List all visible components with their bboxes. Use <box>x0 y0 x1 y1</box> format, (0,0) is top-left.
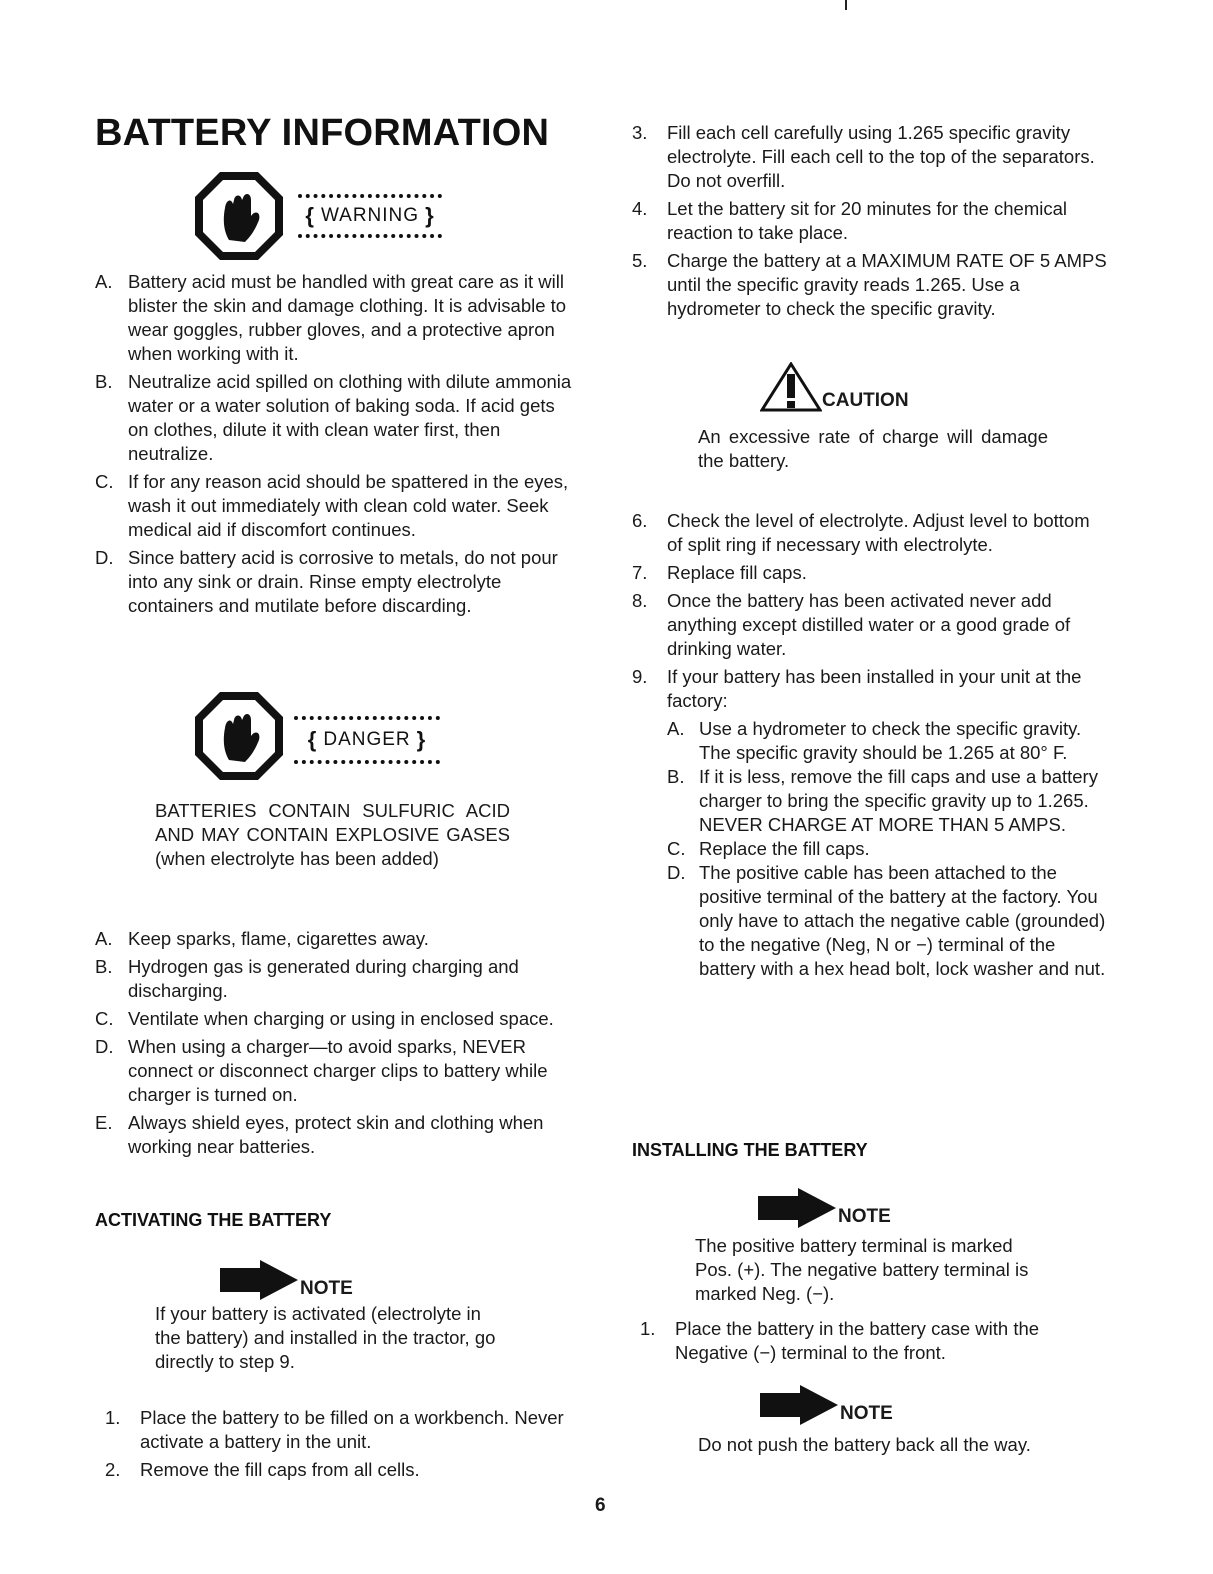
step-item: 1. Place the battery in the battery case with the Negative (−) terminal to the front. <box>640 1318 1040 1363</box>
warning-label: WARNING <box>320 205 420 226</box>
danger-list <box>95 927 580 1163</box>
danger-statement: BATTERIES CONTAIN SULFURIC ACID AND MAY CONTAIN EXPLOSIVE GASES (when electrolyte has been added) <box>155 800 510 869</box>
warning-item: A. Battery acid must be handled with great care as it will blister the skin and damage clothing. It is advisable to wear goggles, rubber gloves, and a protective apron when working with it. <box>95 271 567 364</box>
note-installing-2 <box>760 1385 893 1425</box>
caution-label: CAUTION <box>822 390 909 411</box>
activating-steps-right-a <box>632 121 1110 325</box>
caution-text: An excessive rate of charge will damage the battery. <box>698 426 1048 471</box>
installing-steps <box>640 1317 1110 1369</box>
installing-heading: INSTALLING THE BATTERY <box>632 1140 868 1160</box>
note-installing-1 <box>758 1188 891 1228</box>
note-label: NOTE <box>300 1278 353 1299</box>
step-item: 2. Remove the fill caps from all cells. <box>105 1459 420 1480</box>
note-label: NOTE <box>840 1403 893 1424</box>
activating-steps-left <box>105 1406 580 1486</box>
hand-stop-icon <box>193 690 285 782</box>
caution-triangle-icon <box>760 362 822 412</box>
step-item: 7. Replace fill caps. <box>632 562 807 583</box>
danger-item: D. When using a charger—to avoid sparks, NEVER connect or disconnect charger clips to battery while charger is turned on. <box>95 1036 548 1105</box>
arrow-right-icon <box>220 1260 298 1300</box>
step-item: 1. Place the battery to be filled on a workbench. Never activate a battery in the unit. <box>105 1407 564 1452</box>
caution-notice <box>760 362 909 412</box>
sub-step-item: C. Replace the fill caps. <box>667 838 870 859</box>
step-item: 6. Check the level of electrolyte. Adjust level to bottom of split ring if necessary with electrolyte. <box>632 510 1090 555</box>
step-item: 8. Once the battery has been activated never add anything except distilled water or a good grade of drinking water. <box>632 590 1071 659</box>
warning-item: B. Neutralize acid spilled on clothing with dilute ammonia water or a water solution of baking soda. If acid gets on clothes, dilute it with clean water first, then neutralize. <box>95 371 572 464</box>
note-installing-2-text: Do not push the battery back all the way. <box>698 1434 1031 1455</box>
sub-step-item: D. The positive cable has been attached to the positive terminal of the battery at the factory. You only have to attach the negative cable (grounded) to the negative (Neg, N or −) terminal of the battery with a hex head bolt, lock washer and nut. <box>667 862 1106 979</box>
arrow-right-icon <box>758 1188 836 1228</box>
hand-stop-icon <box>193 170 285 262</box>
danger-item: A. Keep sparks, flame, cigarettes away. <box>95 928 429 949</box>
note-installing-1-text: The positive battery terminal is marked Pos. (+). The negative battery terminal is marked Neg. (−). <box>695 1235 1029 1304</box>
step-item: 4. Let the battery sit for 20 minutes for the chemical reaction to take place. <box>632 198 1067 243</box>
danger-banner: { DANGER } <box>294 716 440 764</box>
page-number: 6 <box>595 1495 606 1516</box>
step-item: 9. If your battery has been installed in your unit at the factory: A. Use a hydrometer to check the specific gravity. The specific gravity should be 1.265 at 80° F. B. If it is less, remove the fill caps and use a battery charger to bring the specific gravity up to 1.265. NEVER CHARGE AT MORE THAN 5 AMPS. C. Replace the fill caps. D. The positive cable has been attached to the positive terminal of the battery at the factory. You only have to attach the negative cable (grounded) to the negative (Neg, N or −) terminal of the battery with a hex head bolt, lock washer and nut. <box>632 665 1110 981</box>
step-item: 3. Fill each cell carefully using 1.265 specific gravity electrolyte. Fill each cell to the top of the separators. Do not overfill. <box>632 122 1095 191</box>
warning-list <box>95 270 580 622</box>
note-label: NOTE <box>838 1206 891 1227</box>
note-activating <box>220 1260 353 1300</box>
page-tick-mark <box>845 0 847 10</box>
warning-item: D. Since battery acid is corrosive to metals, do not pour into any sink or drain. Rinse empty electrolyte containers and mutilate before discarding. <box>95 547 558 616</box>
danger-label: DANGER <box>323 729 411 750</box>
warning-banner: { WARNING } <box>298 194 442 238</box>
arrow-right-icon <box>760 1385 838 1425</box>
danger-item: B. Hydrogen gas is generated during charging and discharging. <box>95 956 519 1001</box>
sub-step-item: B. If it is less, remove the fill caps and use a battery charger to bring the specific gravity up to 1.265. NEVER CHARGE AT MORE THAN 5 AMPS. <box>667 766 1098 835</box>
danger-item: C. Ventilate when charging or using in enclosed space. <box>95 1008 554 1029</box>
step-item: 5. Charge the battery at a MAXIMUM RATE OF 5 AMPS until the specific gravity reads 1.265. Use a hydrometer to check the specific gravity. <box>632 250 1107 319</box>
danger-item: E. Always shield eyes, protect skin and clothing when working near batteries. <box>95 1112 544 1157</box>
step9-sublist <box>667 717 1110 981</box>
note-activating-text: If your battery is activated (electrolyte in the battery) and installed in the tractor, go directly to step 9. <box>155 1303 496 1372</box>
activating-steps-right-b <box>632 509 1110 985</box>
activating-heading: ACTIVATING THE BATTERY <box>95 1210 332 1230</box>
sub-step-item: A. Use a hydrometer to check the specific gravity. The specific gravity should be 1.265 at 80° F. <box>667 718 1082 763</box>
warning-item: C. If for any reason acid should be spattered in the eyes, wash it out immediately with clean cold water. Seek medical aid if discomfort continues. <box>95 471 569 540</box>
page-title: BATTERY INFORMATION <box>95 112 550 154</box>
